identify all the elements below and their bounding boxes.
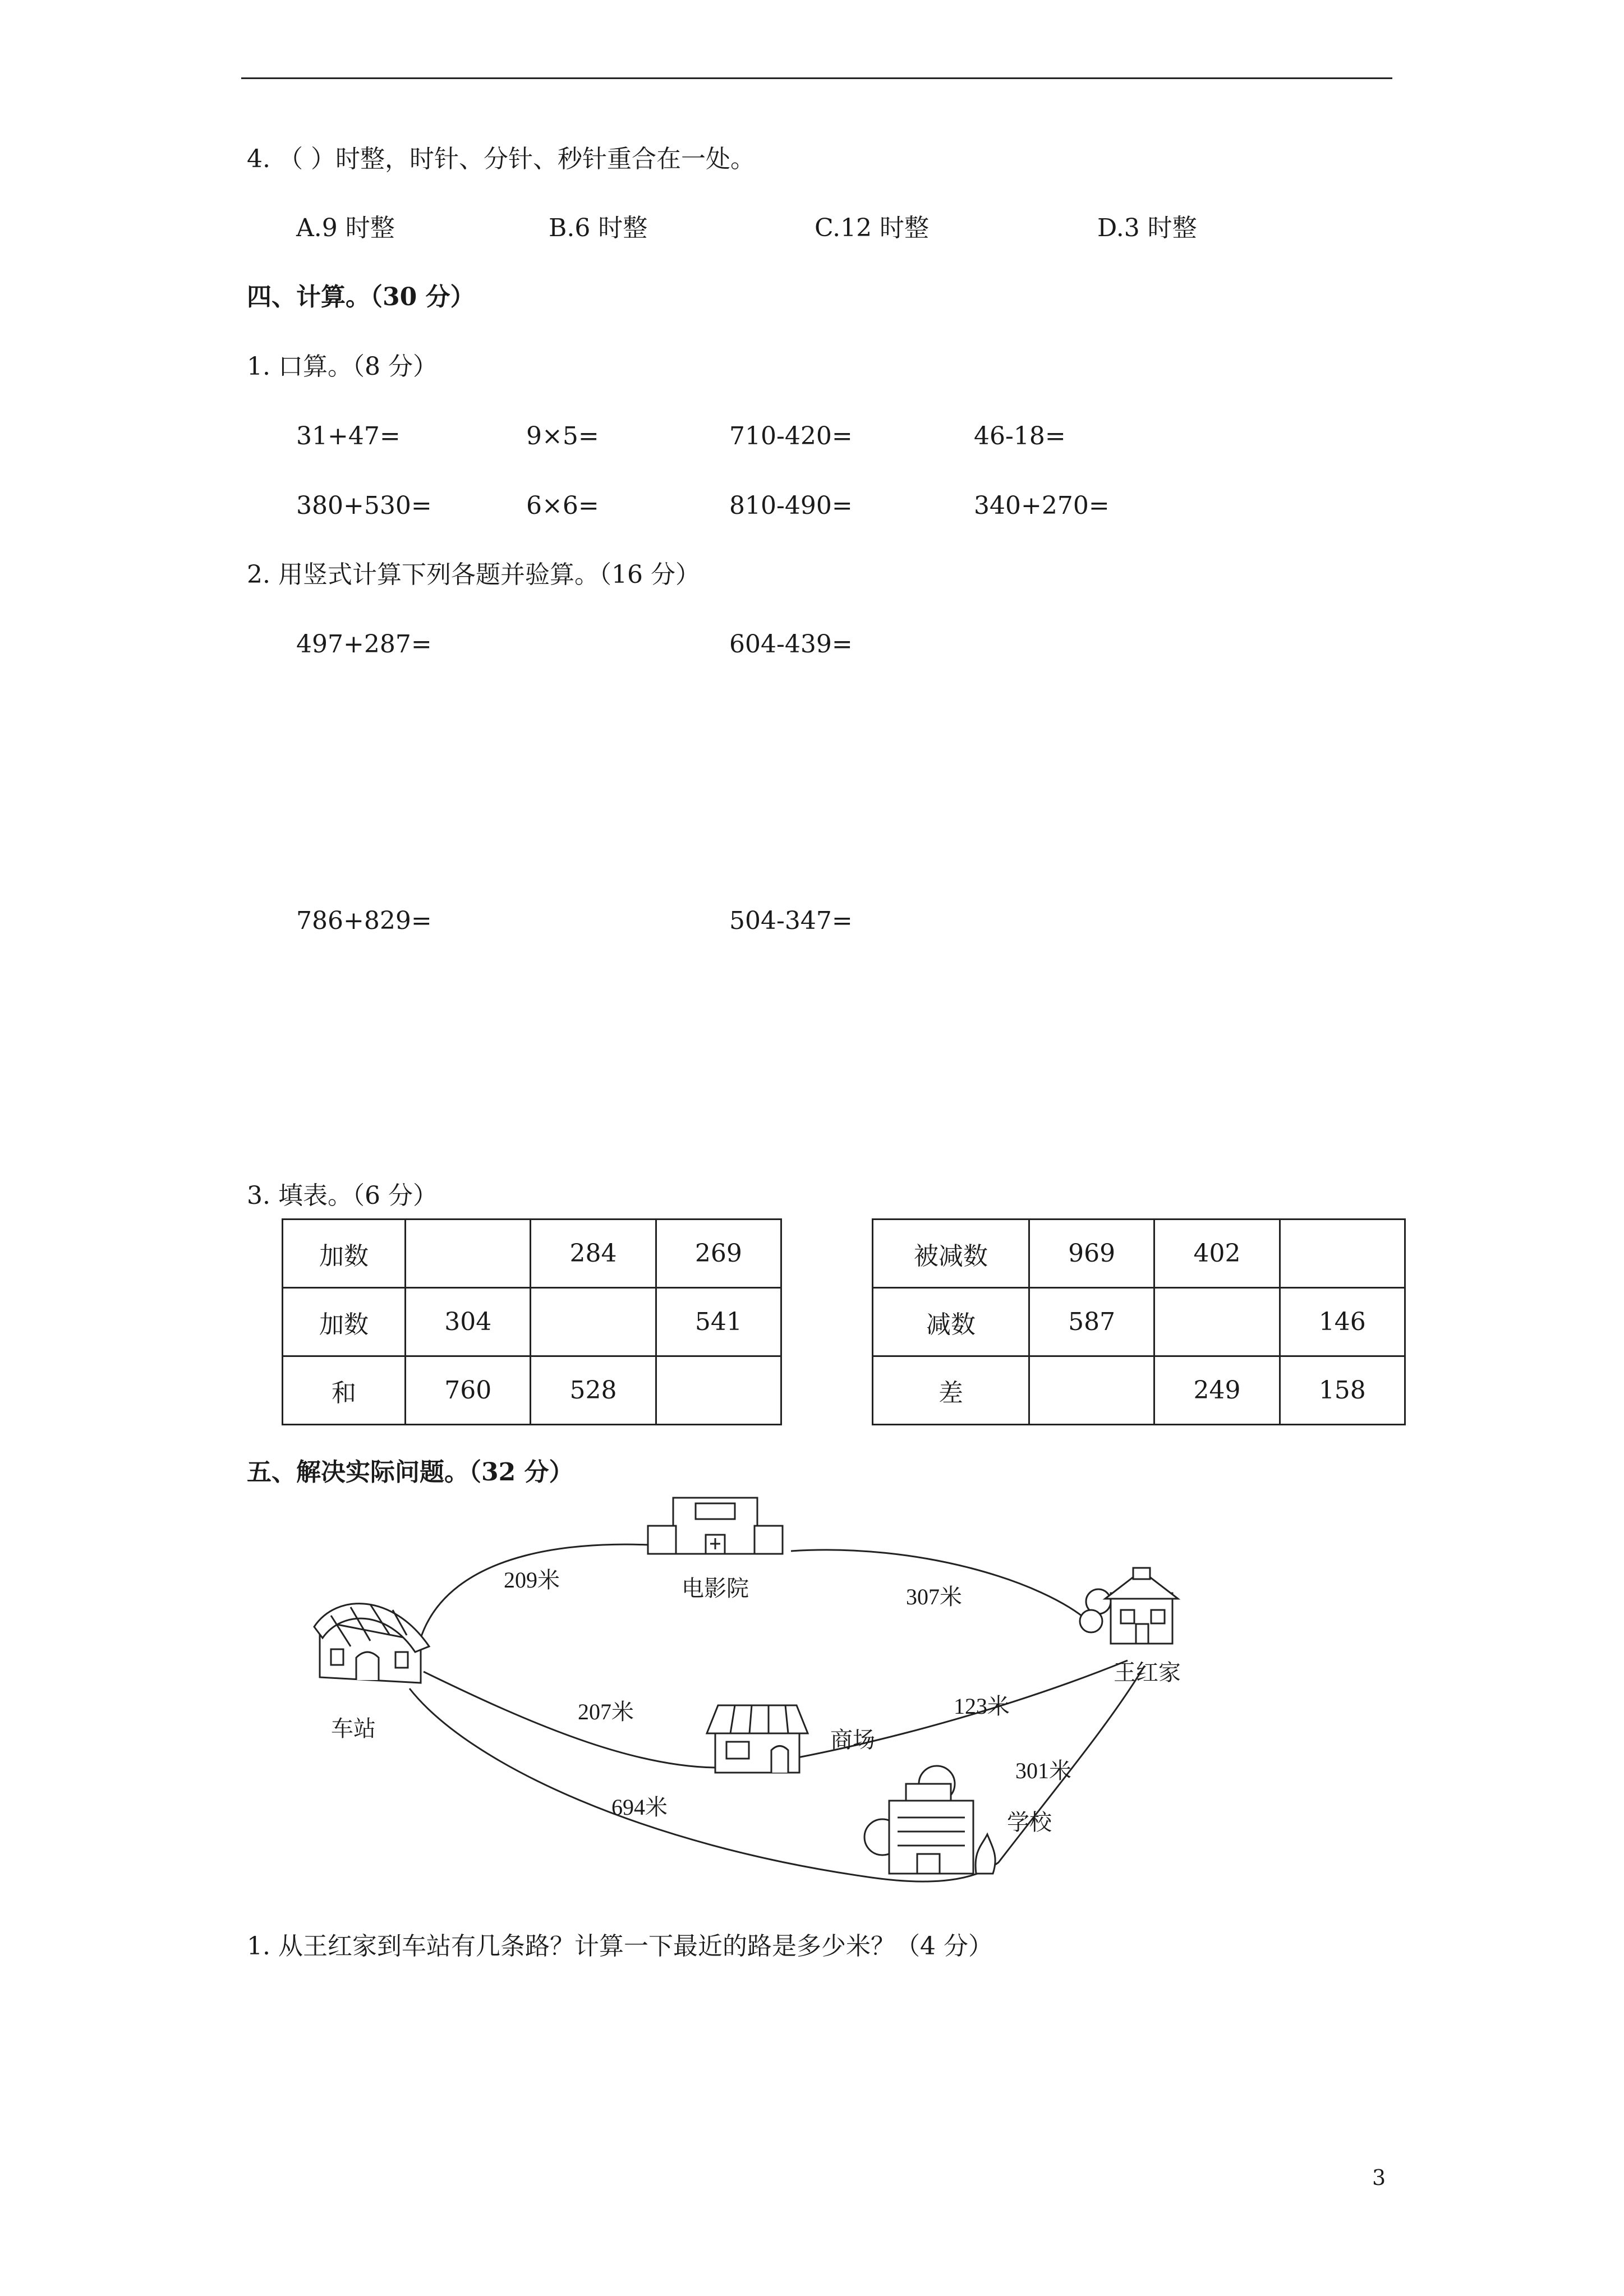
table-cell-blank[interactable] <box>406 1220 531 1288</box>
mental-math-item: 810-490= <box>729 491 853 520</box>
table-cell: 269 <box>656 1220 781 1288</box>
mall-icon <box>707 1705 808 1773</box>
table-row <box>873 1356 1405 1425</box>
distance-label: 123米 <box>954 1694 1010 1719</box>
table-row <box>283 1288 781 1356</box>
column-calc-item: 504-347= <box>729 907 853 935</box>
table-cell: 760 <box>406 1356 531 1425</box>
table-cell-blank[interactable] <box>1029 1356 1154 1425</box>
section4-title: 四、计算。（30 分） <box>247 283 475 311</box>
problem-1-text: 1. 从王红家到车站有几条路？计算一下最近的路是多少米？（4 分） <box>247 1932 993 1961</box>
q4-stem: 4. （ ）时整，时针、分针、秒针重合在一处。 <box>247 145 755 173</box>
mental-math-item: 31+47= <box>296 422 401 450</box>
table-cell: 304 <box>406 1288 531 1356</box>
mental-math-item: 380+530= <box>296 491 432 520</box>
place-label-station: 车站 <box>331 1716 376 1741</box>
subtraction-table <box>872 1218 1406 1425</box>
table-cell: 541 <box>656 1288 781 1356</box>
mental-math-item: 340+270= <box>974 491 1110 520</box>
table-header-cell: 加数 <box>283 1288 406 1356</box>
distance-label: 301米 <box>1015 1758 1071 1783</box>
page-number: 3 <box>1372 2165 1386 2190</box>
home-icon <box>1080 1568 1178 1644</box>
place-label-mall: 商场 <box>830 1727 875 1752</box>
table-cell-blank[interactable] <box>1280 1220 1405 1288</box>
q4-option-c: C.12 时整 <box>815 214 930 242</box>
column-calc-item: 604-439= <box>729 630 853 659</box>
place-label-cinema: 电影院 <box>682 1576 749 1601</box>
q4-option-d: D.3 时整 <box>1097 214 1197 242</box>
mental-math-item: 9×5= <box>526 422 599 450</box>
table-row <box>283 1220 781 1288</box>
table-cell: 249 <box>1154 1356 1280 1425</box>
mental-math-item: 46-18= <box>974 422 1066 450</box>
table-cell: 158 <box>1280 1356 1405 1425</box>
table-row <box>283 1356 781 1425</box>
table-row <box>873 1220 1405 1288</box>
mental-math-item: 710-420= <box>729 422 853 450</box>
column-calc-title: 2. 用竖式计算下列各题并验算。（16 分） <box>247 560 700 589</box>
table-cell: 969 <box>1029 1220 1154 1288</box>
q4-option-b: B.6 时整 <box>549 214 648 242</box>
table-cell-blank[interactable] <box>1154 1288 1280 1356</box>
station-icon <box>314 1604 429 1683</box>
table-header-cell: 和 <box>283 1356 406 1425</box>
section5-title: 五、解决实际问题。（32 分） <box>247 1458 574 1487</box>
table-cell: 284 <box>531 1220 656 1288</box>
column-calc-item: 786+829= <box>296 907 432 935</box>
school-icon <box>864 1766 995 1874</box>
column-calc-item: 497+287= <box>296 630 432 659</box>
table-cell: 587 <box>1029 1288 1154 1356</box>
table-header-cell: 减数 <box>873 1288 1029 1356</box>
table-cell: 528 <box>531 1356 656 1425</box>
table-header-cell: 被减数 <box>873 1220 1029 1288</box>
table-cell-blank[interactable] <box>531 1288 656 1356</box>
route-map <box>303 1487 1257 1890</box>
header-rule <box>241 77 1392 79</box>
distance-label: 209米 <box>504 1567 560 1593</box>
mental-math-title: 1. 口算。（8 分） <box>247 352 438 381</box>
table-row <box>873 1288 1405 1356</box>
fill-table-title: 3. 填表。（6 分） <box>247 1181 438 1210</box>
mental-math-item: 6×6= <box>526 491 599 520</box>
table-header-cell: 差 <box>873 1356 1029 1425</box>
table-cell: 402 <box>1154 1220 1280 1288</box>
place-label-home: 王红家 <box>1114 1660 1181 1685</box>
table-cell: 146 <box>1280 1288 1405 1356</box>
table-header-cell: 加数 <box>283 1220 406 1288</box>
distance-label: 307米 <box>906 1584 962 1609</box>
distance-label: 207米 <box>578 1699 634 1724</box>
table-cell-blank[interactable] <box>656 1356 781 1425</box>
distance-label: 694米 <box>611 1795 668 1820</box>
place-label-school: 学校 <box>1007 1810 1052 1835</box>
cinema-icon <box>648 1498 783 1554</box>
q4-option-a: A.9 时整 <box>296 214 395 242</box>
addition-table <box>282 1218 782 1425</box>
route-station-cinema <box>421 1544 718 1638</box>
